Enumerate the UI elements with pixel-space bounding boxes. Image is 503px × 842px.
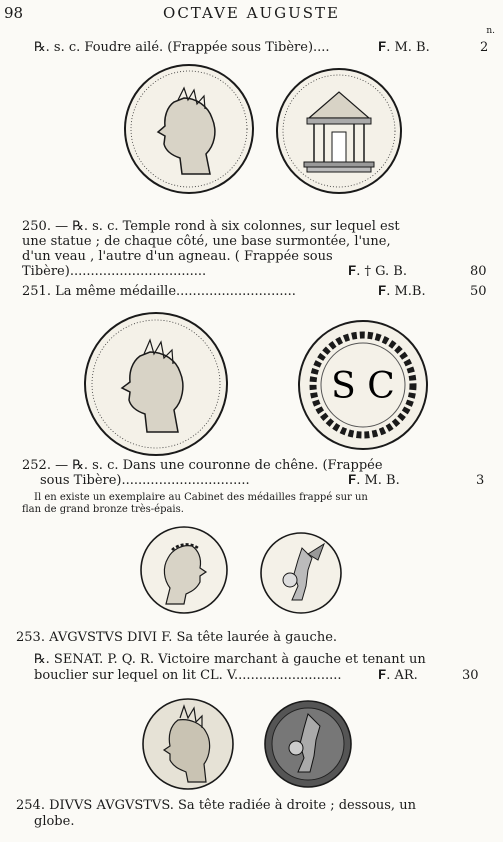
entry-line: Tibère).................................	[22, 264, 207, 279]
page-number: 98	[4, 4, 24, 22]
entry-line: ℞. s. c. Foudre ailé. (Frappée sous Tibère)....	[34, 40, 330, 55]
entry-line: 250. — ℞. s. c. Temple rond à six colonnes, sur lequel est	[22, 219, 400, 234]
margin-mark: n.	[486, 26, 495, 36]
note-line: Il en existe un exemplaire au Cabinet des médailles frappé sur un	[34, 492, 368, 503]
entry-line: une statue ; de chaque côté, une base surmontée, l'une,	[22, 234, 391, 249]
entry-line: d'un veau , l'autre d'un agneau. ( Frappée sous	[22, 249, 333, 264]
sc-legend: S C	[331, 366, 395, 407]
note-line: flan de grand bronze très-épais.	[22, 504, 184, 515]
price: 2	[480, 40, 489, 55]
coin-obverse-augustus-radiate-pater	[82, 310, 230, 458]
rarity-mark: 𝐅. M. B.	[348, 473, 400, 488]
entry-line: ℞. SENAT. P. Q. R. Victoire marchant à gauche et tenant un	[34, 652, 426, 667]
entry-line: 253. AVGVSTVS DIVI F. Sa tête laurée à gauche.	[16, 630, 338, 645]
entry-line: sous Tibère)...............................	[40, 473, 250, 488]
rarity-mark: 𝐅. † G. B.	[348, 264, 407, 279]
coin-obverse-augustus-radiate	[122, 62, 256, 196]
coin-obverse-augustus-laureate	[138, 524, 230, 616]
entry-line: 254. DIVVS AVGVSTVS. Sa tête radiée à droite ; dessous, un	[16, 798, 416, 813]
price: 80	[470, 264, 487, 279]
coin-reverse-temple	[274, 66, 404, 196]
price: 50	[470, 284, 487, 299]
entry-line: globe.	[34, 814, 75, 829]
entry-line: bouclier sur lequel on lit CL. V..........................	[34, 668, 342, 683]
coin-obverse-augustus-radiate-small	[140, 696, 236, 792]
coin-reverse-victory-dark	[262, 698, 354, 790]
entry-line: 251. La même médaille.............................	[22, 284, 296, 299]
price: 30	[462, 668, 479, 683]
coin-reverse-victory	[258, 530, 344, 616]
rarity-mark: 𝐅. M. B.	[378, 40, 430, 55]
coin-reverse-oak-wreath	[296, 318, 430, 452]
rarity-mark: 𝐅. AR.	[378, 668, 418, 683]
running-title: OCTAVE AUGUSTE	[163, 4, 340, 22]
rarity-mark: 𝐅. M.B.	[378, 284, 426, 299]
entry-line: 252. — ℞. s. c. Dans une couronne de chêne. (Frappée	[22, 458, 383, 473]
price: 3	[476, 473, 485, 488]
